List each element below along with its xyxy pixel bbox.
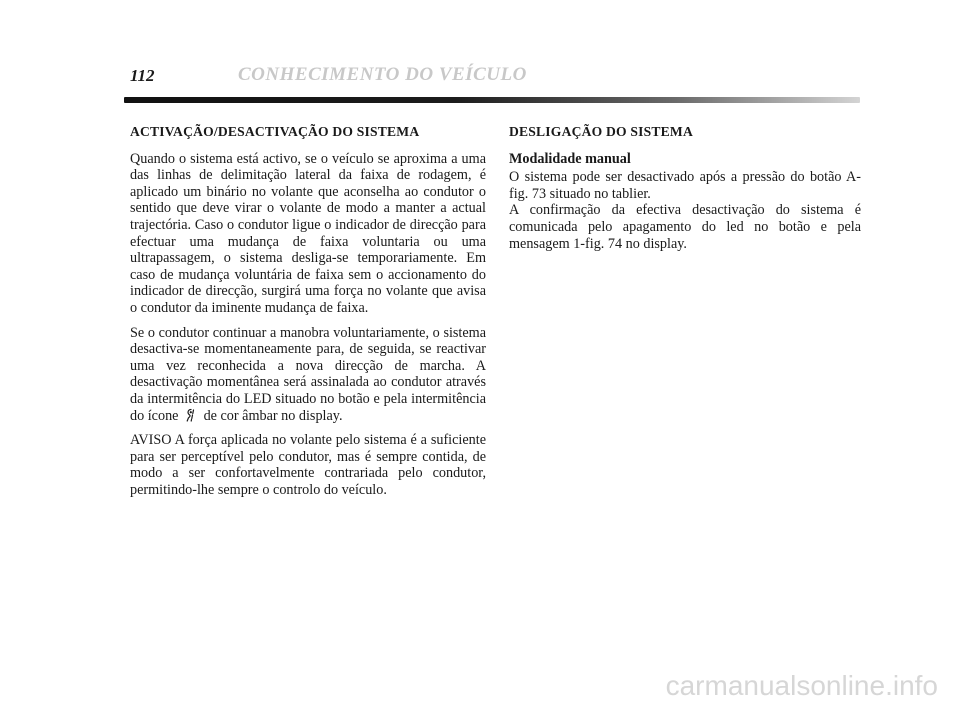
watermark: carmanualsonline.info: [665, 670, 938, 701]
running-title: CONHECIMENTO DO VEÍCULO: [238, 64, 527, 85]
section-heading-activation: ACTIVAÇÃO/DESACTIVAÇÃO DO SISTEMA: [130, 124, 420, 139]
left-column: [130, 124, 486, 506]
header-rule: [124, 97, 860, 103]
paragraph-confirmation: A confirmação da efectiva desactivação do sistema é comunicada pelo apagamento do led no botão e pela mensagem 1-fig. 74 no display.: [509, 202, 861, 252]
paragraph-text-before-icon: Se o condutor continuar a manobra voluntariamente, o sistema desactiva-se momentaneamente para, de seguida, se reactivar uma vez reconhecida a nova direcção de marcha. A desactivação momentânea será assinalada ao condutor através da intermitência do LED situado no botão e pela intermitência do ícone: [130, 324, 486, 424]
page-number: 112: [130, 66, 155, 85]
section-heading-switch-off: DESLIGAÇÃO DO SISTEMA: [509, 124, 693, 139]
paragraph-button-press: O sistema pode ser desactivado após a pressão do botão A-fig. 73 situado no tablier.: [509, 169, 861, 202]
subheading-manual-mode: Modalidade manual: [509, 150, 631, 167]
paragraph-text-after-icon: de cor âmbar no display.: [203, 407, 343, 424]
right-column: [509, 124, 861, 260]
paragraph-warning: AVISO A força aplicada no volante pelo sistema é a suficiente para ser perceptível pelo condutor, mas é sempre contida, de modo a ser confortavelmente contrariada pelo condutor, permitindo-lhe sempre o controlo do veículo.: [130, 432, 486, 498]
lane-departure-icon: [184, 408, 198, 422]
paragraph-momentary-deactivation: [130, 325, 486, 425]
paragraph-activation: Quando o sistema está activo, se o veículo se aproxima a uma das linhas de delimitação lateral da faixa de rodagem, é aplicado um binário no volante que aconselha ao condutor o sentido que deve virar o volante de modo a manter a actual trajectória. Caso o condutor ligue o indicador de direcção para efectuar uma mudança de faixa voluntaria ou uma ultrapassagem, o sistema desliga-se temporariamente. Em caso de mudança voluntária de faixa sem o accionamento do indicador de direcção, surgirá uma força no volante que avisa o condutor da iminente mudança de faixa.: [130, 150, 486, 316]
